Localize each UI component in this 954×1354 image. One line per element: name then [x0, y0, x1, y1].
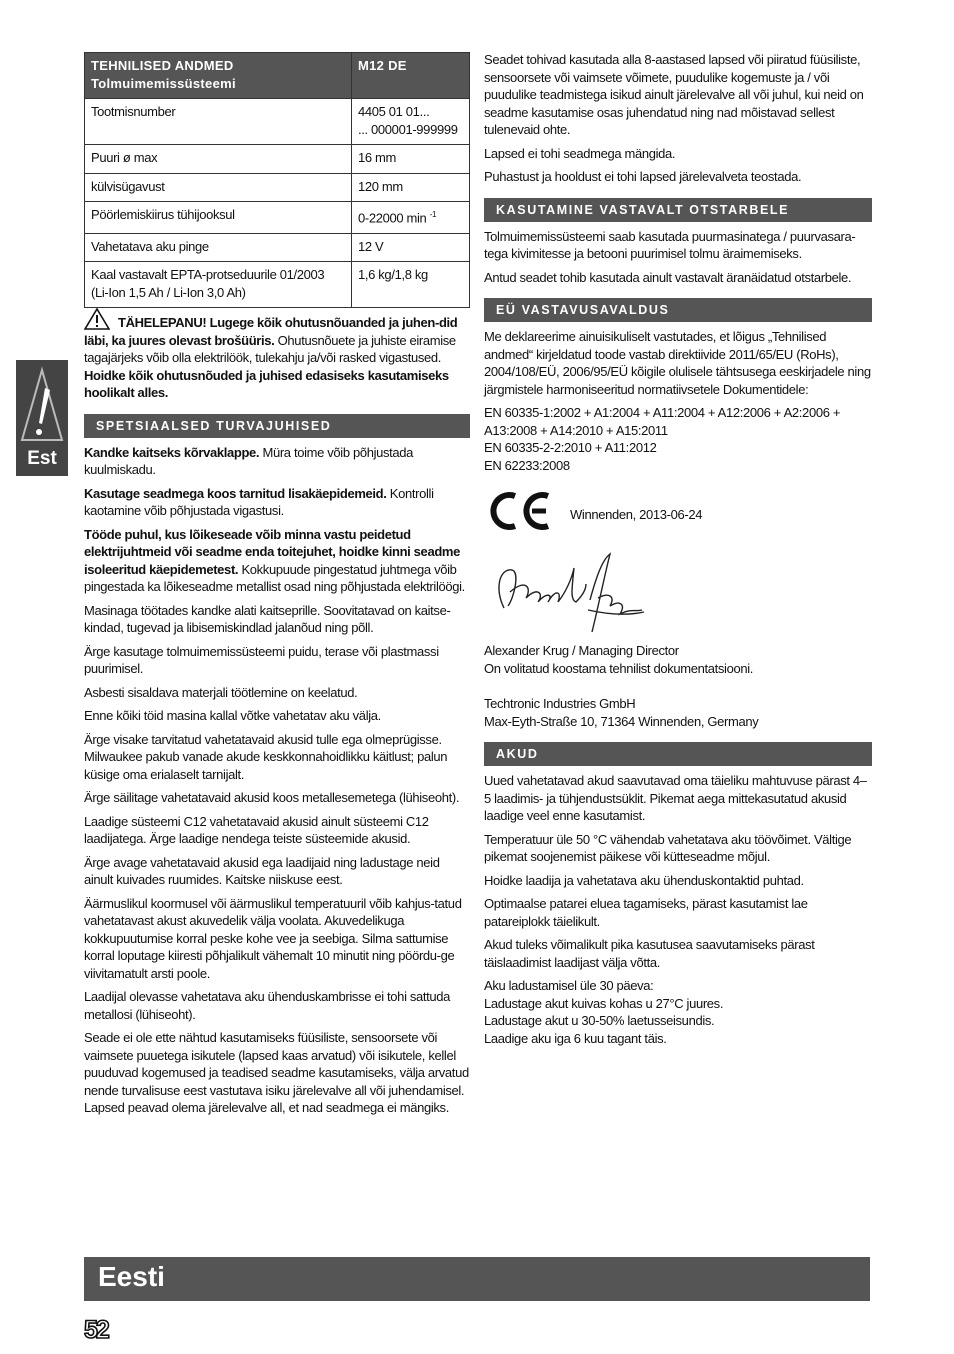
bold-text: Kandke kaitseks kõrvaklappe.	[84, 444, 260, 460]
table-cell	[85, 262, 352, 308]
cell-line: (Li-Ion 1,5 Ah / Li-Ion 3,0 Ah)	[91, 284, 246, 300]
storage-line: Laadige aku iga 6 kuu tagant täis.	[484, 1030, 667, 1046]
company-address: Max-Eyth-Straße 10, 71364 Winnenden, Germany	[484, 713, 759, 729]
ce-mark-icon	[488, 490, 554, 532]
text: Kokkupuude pingestatud juhtmega võib pingestada ka lõikeseadme metallist osad ning põhjustada elektrilöögi.	[84, 561, 465, 595]
paragraph: Tolmuimemissüsteemi saab kasutada puurmasinatega / puurvasara-tega kivimitesse ja betooni puurimisel tolmu äraimemiseks.	[484, 228, 856, 261]
paragraph	[84, 444, 470, 479]
left-column	[84, 52, 470, 1123]
paragraph: Enne kõiki töid masina kallal võtke vahetatav aku välja.	[84, 708, 381, 724]
section-heading-intended-use: KASUTAMINE VASTAVALT OTSTARBELE	[484, 198, 872, 222]
storage-line: Ladustage akut u 30-50% laetusseisundis.	[484, 1013, 715, 1028]
warning-icon	[84, 308, 110, 330]
signer-name: Alexander Krug / Managing Director	[484, 643, 679, 658]
section-heading-conformity: EÜ VASTAVUSAVALDUS	[484, 298, 872, 322]
page-number: 52	[84, 1316, 108, 1344]
paragraph: Hoidke laadija ja vahetatava aku ühenduskontaktid puhtad.	[484, 872, 804, 888]
header-title: TEHNILISED ANDMED	[91, 58, 234, 73]
storage-line: Ladustage akut kuivas kohas u 27°C juures.	[484, 995, 724, 1011]
table-row	[85, 173, 470, 202]
authorized-note: On volitatud koostama tehnilist dokumentatsiooni.	[484, 660, 754, 676]
paragraph: Äärmuslikul koormusel või äärmuslikul temperatuuril võib kahjus-tatud vahetatavast akust akuvedelik välja voolata. Akuvedelikuga kokkupuutumise korral peske kohe vee ja seebiga. Silma sattumise korral loputage kiiresti põhjalikult vähemalt 10 minutit ning pöördu-ge viivitamatult arsti poole.	[84, 895, 462, 981]
table-cell: Tootmisnumber	[85, 99, 352, 145]
paragraph: Seade ei ole ette nähtud kasutamiseks füüsiliste, sensoorsete või vaimsete puuetega isikutele (lapsed kaas arvatud) või isikutele, kellel puuduvad kogemused ja teadised seadme kasutamiseks, välja arvatud nende turvalisuse eest vastutava isiku järelevalve all või juhendamisel. Lapsed peavad olema järelevalve all, et nad seadmega ei mängiks.	[84, 1030, 469, 1116]
table-cell: 12 V	[352, 233, 470, 262]
standard-line: EN 60335-1:2002 + A1:2004 + A11:2004 + A12:2006 + A2:2006 + A13:2008 + A14:2010 + A15:2011	[484, 405, 841, 438]
signature-image	[486, 548, 656, 638]
language-side-tab	[16, 360, 68, 476]
language-footer-bar	[84, 1257, 870, 1301]
table-row	[85, 202, 470, 234]
technical-data-table	[84, 52, 470, 308]
warning-text: Ohutusnõuete ja juhiste eiramise tagajärjeks võib olla elektrilöök, tulekahju ja/või rasked vigastused.	[84, 332, 456, 366]
paragraph: Me deklareerime ainuisikuliselt vastutades, et lõigus „Tehnilised andmed“ kirjeldatud toode vastab direktiivide 2011/65/EU (RoHs), 2004/108/EÜ, 2006/95/EÜ kõigile olulisele tähtsusega eeskirjadele ning järgmistele harmoniseeritud normatiivsetele Dokumentidele:	[484, 329, 871, 397]
table-row	[85, 262, 470, 308]
warning-triangle-icon	[20, 366, 64, 446]
paragraph: Ärge säilitage vahetatavaid akusid koos metallesemetega (lühiseoht).	[84, 790, 460, 806]
table-row	[85, 99, 470, 145]
paragraph: Optimaalse patarei eluea tagamiseks, pärast kasutamist lae patareiplokk täielikult.	[484, 896, 808, 929]
ce-mark-row	[484, 484, 872, 542]
cell-superscript: -1	[429, 210, 437, 219]
paragraph: Asbesti sisaldava materjali töötlemine on keelatud.	[84, 684, 358, 700]
paragraph: Ärge avage vahetatavaid akusid ega laadijaid ning ladustage neid ainult kuivades ruumides. Kaitske niiskuse eest.	[84, 854, 440, 888]
cell-value: 0-22000 min	[358, 210, 427, 226]
company-name: Techtronic Industries GmbH	[484, 696, 636, 711]
paragraph: Puhastust ja hooldust ei tohi lapsed järelevalveta teostada.	[484, 169, 802, 184]
table-row	[85, 233, 470, 262]
bold-text: Tööde puhul, kus lõikeseade võib minna vastu peidetud elektrijuhtmeid või seadme enda toitejuhet, hoidke kinni seadme isoleeritud käepidemetest.	[84, 526, 460, 577]
paragraph: Antud seadet tohib kasutada ainult vastavalt äranäidatud otstarbele.	[484, 269, 852, 285]
right-column	[484, 51, 872, 1047]
warning-bold-text-2: Hoidke kõik ohutusnõuded ja juhised edasiseks kasutamiseks hoolikalt alles.	[84, 367, 449, 401]
paragraph: Laadijal olevasse vahetatava aku ühenduskambrisse ei tohi sattuda metallosi (lühiseoht).	[84, 989, 451, 1022]
paragraph	[84, 526, 470, 596]
paragraph: Akud tuleks võimalikult pika kasutusea saavutamiseks pärast täislaadimist laadijast välja võtta.	[484, 937, 815, 970]
paragraph: Masinaga töötades kandke alati kaitseprille. Soovitatavad on kaitse-kindad, tugevad ja libisemiskindlad jalanõud ning põll.	[84, 602, 451, 636]
table-header-row	[85, 53, 470, 99]
paragraph: Lapsed ei tohi seadmega mängida.	[484, 145, 676, 161]
language-tab-label: Est	[27, 448, 57, 469]
general-warning	[84, 308, 470, 402]
footer-language-label: Eesti	[98, 1261, 165, 1292]
table-cell: Puuri ø max	[85, 145, 352, 174]
place-date: Winnenden, 2013-06-24	[570, 507, 703, 522]
table-cell: külvisügavust	[85, 173, 352, 202]
table-cell	[352, 99, 470, 145]
paragraph: Seadet tohivad kasutada alla 8-aastased lapsed või piiratud füüsiliste, sensoorsete või vaimsete võimete, puudulike kogemuste ja / või puudulike teadmistega isikud ainult järelevalve all või juhul, kui neid on seadme kasutamise osas juhendatud ning nad mõistavad sellest tulenevaid ohte.	[484, 52, 864, 137]
paragraph: Laadige süsteemi C12 vahetatavaid akusid ainult süsteemi C12 laadijatega. Ärge laadige nendega teiste süsteemide akusid.	[84, 813, 429, 847]
section-heading-special-safety: SPETSIAALSED TURVAJUHISED	[84, 414, 470, 438]
cell-line: ... 000001-999999	[358, 121, 458, 137]
table-cell: 1,6 kg/1,8 kg	[352, 262, 470, 308]
standard-line: EN 60335-2-2:2010 + A11:2012	[484, 440, 657, 455]
paragraph: Uued vahetatavad akud saavutavad oma täieliku mahtuvuse pärast 4–5 laadimis- ja tühjendustsüklit. Pikemat aega mittekasutatud akusid laadige veel enne kasutamist.	[484, 773, 867, 823]
text: Müra toime võib põhjustada kuulmiskadu.	[84, 444, 414, 478]
table-cell: Pöörlemiskiirus tühijooksul	[85, 202, 352, 234]
table-header-model: M12 DE	[352, 53, 470, 99]
table-cell: 16 mm	[352, 145, 470, 174]
table-row	[85, 145, 470, 174]
paragraph: Temperatuur üle 50 °C vähendab vahetatava aku töövõimet. Vältige pikemat soojenemist päikese või kütteseadme mõjul.	[484, 831, 852, 864]
table-cell: Vahetatava aku pinge	[85, 233, 352, 262]
paragraph	[84, 485, 470, 520]
standard-line: EN 62233:2008	[484, 457, 570, 473]
section-heading-batteries: AKUD	[484, 742, 872, 766]
warning-bold-text: TÄHELEPANU! Lugege kõik ohutusnõuanded ja juhen-did läbi, ka juures olevast brošüüris.	[84, 315, 458, 348]
cell-line: 4405 01 01...	[358, 104, 430, 119]
table-header-label	[85, 53, 352, 99]
table-cell: 120 mm	[352, 173, 470, 202]
header-subtitle: Tolmuimemissüsteemi	[91, 75, 236, 91]
table-cell	[352, 202, 470, 234]
cell-line: Kaal vastavalt EPTA-protseduurile 01/2003	[91, 267, 325, 283]
paragraph: Ärge kasutage tolmuimemissüsteemi puidu, terase või plastmassi puurimisel.	[84, 643, 439, 677]
text: Kontrolli kaotamine võib põhjustada vigastusi.	[84, 485, 434, 519]
storage-title: Aku ladustamisel üle 30 päeva:	[484, 978, 654, 993]
bold-text: Kasutage seadmega koos tarnitud lisakäepidemeid.	[84, 485, 387, 501]
paragraph: Ärge visake tarvitatud vahetatavaid akusid tulle ega olmeprügisse. Milwaukee pakub vanade akude keskkonnahoidlikku käitlust; palun küsige oma erialaselt tarnijalt.	[84, 731, 448, 782]
